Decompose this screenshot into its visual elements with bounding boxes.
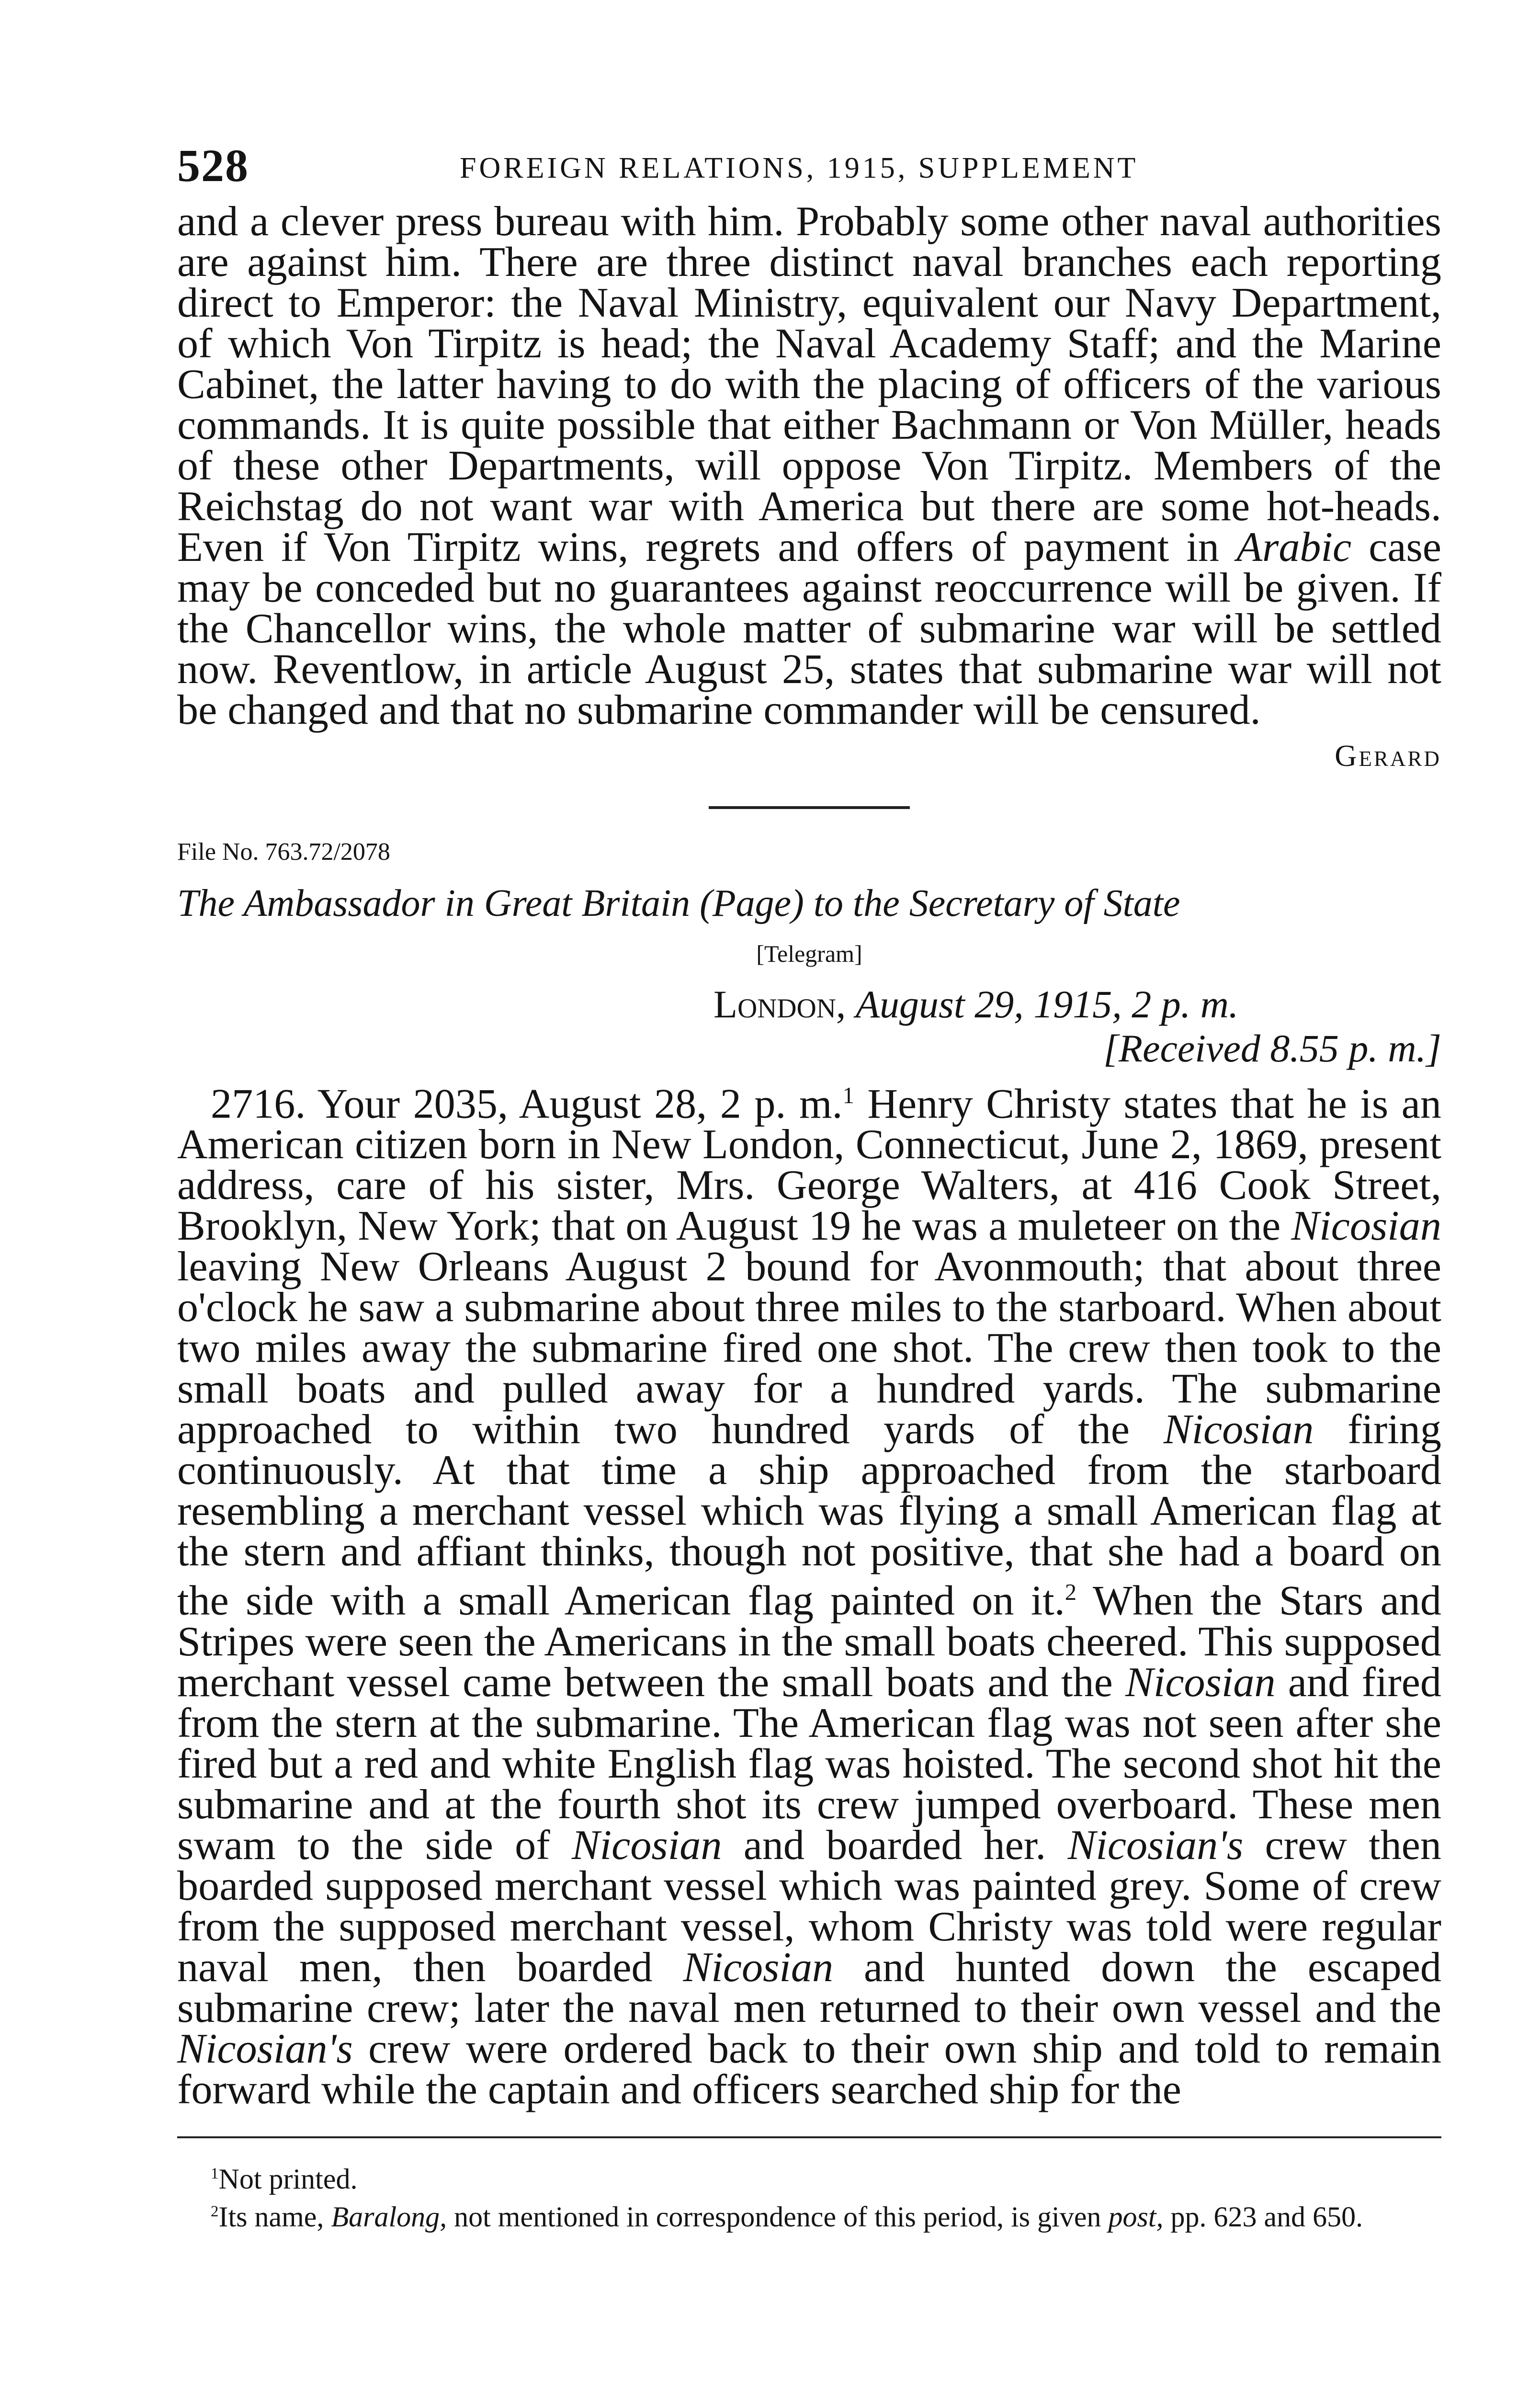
para-part-6: and boarded her. xyxy=(722,1821,1068,1869)
para-start: 2716. Your 2035, August 28, 2 p. m. xyxy=(211,1080,843,1128)
para-part-8: and hunted down the escaped submarine crew; later the naval men returned to their own vessel and the xyxy=(177,1943,1441,2031)
para-part-5: and fired from the stern at the submarine. The American flag was not seen after she fired but a red and white English flag was hoisted. The second shot hit the submarine and at the fourth shot its crew jumped overboard. These men swam to the side of xyxy=(177,1658,1441,1869)
ship-name-possessive: Nicosian's xyxy=(1067,1821,1244,1869)
ship-name-arabic: Arabic xyxy=(1236,524,1352,570)
telegram-label: [Telegram] xyxy=(756,940,862,967)
telegram-body xyxy=(177,1075,1442,2113)
footnote-2-post: post, xyxy=(1108,2201,1164,2233)
received-note xyxy=(177,1026,1441,1071)
signature: Gerard xyxy=(1335,739,1441,773)
received-text: [Received 8.55 p. m.] xyxy=(1103,1026,1441,1070)
para-part-2: leaving New Orleans August 2 bound for Avonmouth; that about three o'clock he saw a submarine about three miles to the starboard. When about two miles away the submarine fired one shot. The crew then took to the small boats and pulled away for a hundred yards. The submarine approached to within two hundred yards of the xyxy=(177,1243,1441,1453)
footnote-rule xyxy=(177,2136,1441,2138)
page xyxy=(177,134,1441,2233)
footnotes xyxy=(177,2157,1441,2233)
dateline-date: August 29, 1915, 2 p. m. xyxy=(855,982,1239,1026)
footnote-1-text: Not printed. xyxy=(218,2163,358,2195)
ship-name: Nicosian xyxy=(1125,1658,1276,1706)
dateline-place: London, xyxy=(713,982,846,1026)
ship-name: Nicosian xyxy=(571,1821,722,1869)
document-title: The Ambassador in Great Britain (Page) to the Secretary of State xyxy=(177,882,1180,924)
ship-name: Nicosian xyxy=(1291,1202,1441,1250)
para-part-4: When the Stars and Stripes were seen the Americans in the small boats cheered. This supposed merchant vessel came between the small boats and the xyxy=(177,1577,1441,1706)
running-title: FOREIGN RELATIONS, 1915, SUPPLEMENT xyxy=(460,152,1139,184)
footnote-2 xyxy=(177,2195,1441,2233)
footnote-2-mark: 2 xyxy=(211,2202,219,2220)
para-part-7: crew then boarded supposed merchant vessel which was painted grey. Some of crew from the supposed merchant vessel, whom Christy was told were regular naval men, then boarded xyxy=(177,1821,1442,1991)
file-number: File No. 763.72/2078 xyxy=(177,838,390,866)
ship-name-possessive: Nicosian's xyxy=(177,2025,353,2072)
para-part-1: Henry Christy states that he is an American citizen born in New London, Connecticut, June 2, 1869, present address, care of his sister, Mrs. George Walters, at 416 Cook Street, Brooklyn, New York; that on August 19 he was a muleteer on the xyxy=(177,1080,1441,1250)
dateline xyxy=(713,982,1441,1026)
footnote-ref-1: 1 xyxy=(842,1083,854,1108)
ship-name: Nicosian xyxy=(1163,1406,1314,1453)
para-part-9: crew were ordered back to their own ship and told to remain forward while the captain and officers searched ship for the xyxy=(177,2025,1441,2113)
footnote-2-mid: not mentioned in correspondence of this period, is given xyxy=(447,2201,1109,2233)
continued-text: and a clever press bureau with him. Probably some other naval authorities are against him. There are three distinct naval branches each reporting direct to Emperor: the Naval Ministry, equivalent our Navy Department, of which Von Tirpitz is head; the Naval Academy Staff; and the Marine Cabinet, the latter having to do with the placing of officers of the various commands. It is quite possible that either Bachmann or Von Müller, heads of these other Departments, will oppose Von Tirpitz. Members of the Reichstag do not want war with America but there are some hot-heads. Even if Von Tirpitz wins, regrets and offers of payment in xyxy=(177,198,1441,570)
footnote-1 xyxy=(177,2157,1441,2195)
page-number: 528 xyxy=(177,140,249,191)
continued-text-end: case may be conceded but no guarantees against reoccurrence will be given. If the Chancellor wins, the whole matter of submarine war will be settled now. Reventlow, in article August 25, states that submarine war will not be changed and that no submarine commander will be censured. xyxy=(177,524,1442,733)
running-head xyxy=(177,134,1441,201)
ship-name: Nicosian xyxy=(683,1943,834,1991)
footnote-2-text: Its name, xyxy=(218,2201,331,2233)
para-part-3: firing continuously. At that time a ship approached from the starboard resembling a merchant vessel which was flying a small American flag at the stern and affiant thinks, though not positive, that she had a board on the side with a small American flag painted on it. xyxy=(177,1406,1441,1624)
footnote-2-ship: Baralong, xyxy=(331,2201,447,2233)
footnote-1-mark: 1 xyxy=(211,2165,219,2182)
footnote-ref-2: 2 xyxy=(1064,1580,1077,1606)
continued-paragraph xyxy=(177,198,1442,733)
document-separator xyxy=(709,806,910,809)
footnote-2-end: pp. 623 and 650. xyxy=(1163,2201,1363,2233)
